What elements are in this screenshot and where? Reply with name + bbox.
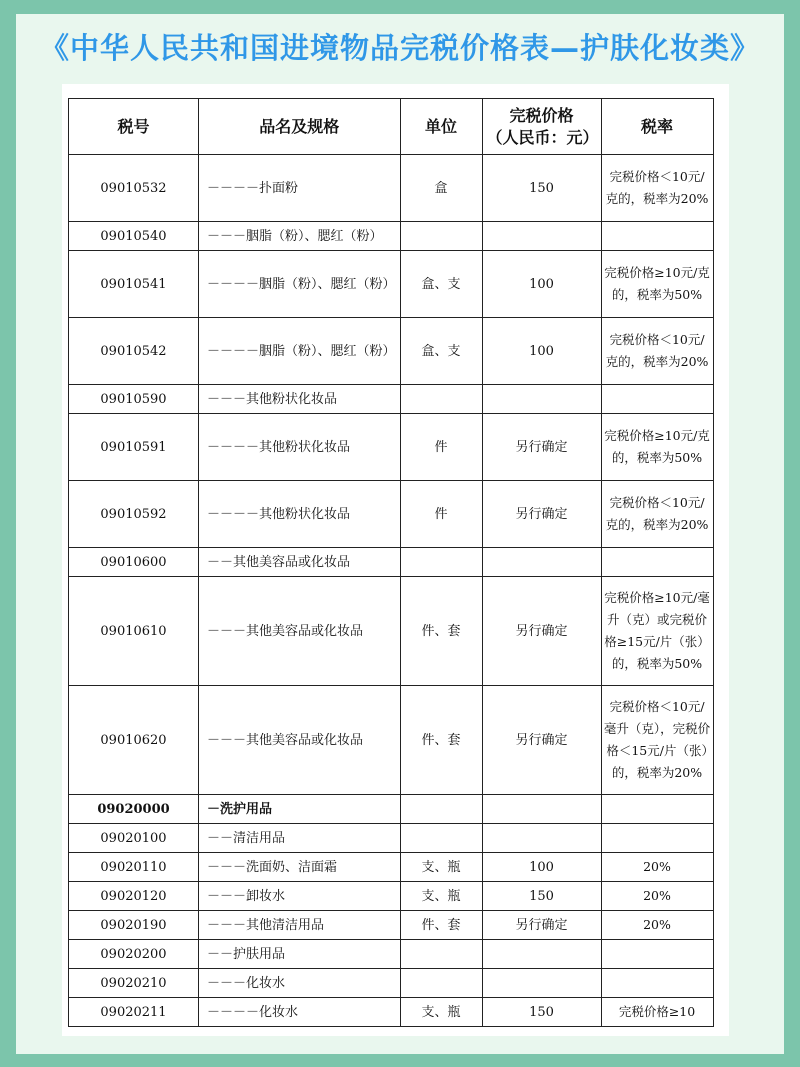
cell-name: －－－其他美容品或化妆品 xyxy=(199,577,401,686)
cell-unit xyxy=(400,824,482,853)
cell-price: 另行确定 xyxy=(482,481,601,548)
table-body xyxy=(69,155,714,1027)
cell-name: －－－－胭脂（粉）、腮红（粉） xyxy=(199,318,401,385)
cell-price xyxy=(482,222,601,251)
cell-rate: 20% xyxy=(601,882,713,911)
cell-code: 09010591 xyxy=(69,414,199,481)
cell-name: －－－－化妆水 xyxy=(199,998,401,1027)
cell-unit xyxy=(400,222,482,251)
cell-name: －－－－其他粉状化妆品 xyxy=(199,414,401,481)
table-row xyxy=(69,577,714,686)
cell-code: 09010620 xyxy=(69,686,199,795)
cell-name: －－－－扑面粉 xyxy=(199,155,401,222)
cell-price: 另行确定 xyxy=(482,414,601,481)
cell-rate: 完税价格＜10元/克的，税率为20% xyxy=(601,155,713,222)
cell-code: 09010541 xyxy=(69,251,199,318)
cell-code: 09010540 xyxy=(69,222,199,251)
table-row xyxy=(69,882,714,911)
header-unit: 单位 xyxy=(400,99,482,155)
table-row xyxy=(69,414,714,481)
cell-price: 另行确定 xyxy=(482,911,601,940)
cell-price: 150 xyxy=(482,882,601,911)
cell-name: －洗护用品 xyxy=(199,795,401,824)
cell-code: 09020211 xyxy=(69,998,199,1027)
cell-name: －－－其他粉状化妆品 xyxy=(199,385,401,414)
cell-rate: 完税价格≥10元/毫升（克）或完税价格≥15元/片（张）的，税率为50% xyxy=(601,577,713,686)
header-code: 税号 xyxy=(69,99,199,155)
table-row xyxy=(69,548,714,577)
cell-code: 09010592 xyxy=(69,481,199,548)
cell-price: 100 xyxy=(482,318,601,385)
cell-rate xyxy=(601,969,713,998)
table-row xyxy=(69,155,714,222)
cell-name: －－－化妆水 xyxy=(199,969,401,998)
cell-name: －－－胭脂（粉）、腮红（粉） xyxy=(199,222,401,251)
cell-rate: 完税价格≥10元/克的，税率为50% xyxy=(601,414,713,481)
cell-rate xyxy=(601,795,713,824)
cell-code: 09010542 xyxy=(69,318,199,385)
cell-name: －－－－其他粉状化妆品 xyxy=(199,481,401,548)
page-title: 《中华人民共和国进境物品完税价格表—护肤化妆类》 xyxy=(39,31,760,65)
cell-price xyxy=(482,548,601,577)
cell-price xyxy=(482,824,601,853)
cell-name: －－－其他美容品或化妆品 xyxy=(199,686,401,795)
cell-name: －－－卸妆水 xyxy=(199,882,401,911)
cell-rate xyxy=(601,385,713,414)
cell-code: 09020190 xyxy=(69,911,199,940)
header-price: 完税价格 （人民币：元） xyxy=(482,99,601,155)
table-row xyxy=(69,251,714,318)
cell-code: 09020000 xyxy=(69,795,199,824)
cell-unit xyxy=(400,940,482,969)
table-header-row xyxy=(69,99,714,155)
cell-rate: 完税价格＜10元/克的，税率为20% xyxy=(601,318,713,385)
cell-code: 09020200 xyxy=(69,940,199,969)
table-row xyxy=(69,318,714,385)
table-row xyxy=(69,222,714,251)
tax-price-table xyxy=(68,98,714,1027)
cell-name: －－其他美容品或化妆品 xyxy=(199,548,401,577)
cell-code: 09010600 xyxy=(69,548,199,577)
cell-price: 另行确定 xyxy=(482,686,601,795)
cell-unit: 件、套 xyxy=(400,686,482,795)
cell-unit: 件 xyxy=(400,414,482,481)
cell-rate: 20% xyxy=(601,911,713,940)
cell-rate: 完税价格≥10元/克的，税率为50% xyxy=(601,251,713,318)
cell-price: 100 xyxy=(482,853,601,882)
cell-code: 09020110 xyxy=(69,853,199,882)
cell-unit xyxy=(400,969,482,998)
cell-unit: 件、套 xyxy=(400,577,482,686)
cell-rate xyxy=(601,940,713,969)
cell-name: －－护肤用品 xyxy=(199,940,401,969)
cell-rate: 完税价格≥10 xyxy=(601,998,713,1027)
table-row xyxy=(69,795,714,824)
cell-price: 另行确定 xyxy=(482,577,601,686)
cell-unit: 盒、支 xyxy=(400,251,482,318)
cell-code: 09010590 xyxy=(69,385,199,414)
cell-unit: 支、瓶 xyxy=(400,998,482,1027)
cell-unit: 件、套 xyxy=(400,911,482,940)
document-sheet xyxy=(62,84,729,1036)
table-row xyxy=(69,969,714,998)
table-row xyxy=(69,940,714,969)
cell-price xyxy=(482,385,601,414)
cell-unit xyxy=(400,385,482,414)
cell-rate: 完税价格＜10元/毫升（克），完税价格＜15元/片（张）的，税率为20% xyxy=(601,686,713,795)
cell-rate: 完税价格＜10元/克的，税率为20% xyxy=(601,481,713,548)
cell-name: －－清洁用品 xyxy=(199,824,401,853)
table-row xyxy=(69,853,714,882)
cell-unit xyxy=(400,795,482,824)
cell-code: 09010532 xyxy=(69,155,199,222)
cell-name: －－－－胭脂（粉）、腮红（粉） xyxy=(199,251,401,318)
cell-unit: 支、瓶 xyxy=(400,853,482,882)
header-name: 品名及规格 xyxy=(199,99,401,155)
cell-unit: 盒、支 xyxy=(400,318,482,385)
cell-price: 150 xyxy=(482,155,601,222)
table-row xyxy=(69,686,714,795)
header-rate: 税率 xyxy=(601,99,713,155)
cell-name: －－－洗面奶、洁面霜 xyxy=(199,853,401,882)
table-row xyxy=(69,481,714,548)
cell-price xyxy=(482,940,601,969)
cell-code: 09010610 xyxy=(69,577,199,686)
table-row xyxy=(69,824,714,853)
table-row xyxy=(69,998,714,1027)
cell-rate xyxy=(601,548,713,577)
cell-rate xyxy=(601,222,713,251)
cell-unit xyxy=(400,548,482,577)
cell-price xyxy=(482,795,601,824)
cell-price: 100 xyxy=(482,251,601,318)
cell-price: 150 xyxy=(482,998,601,1027)
cell-rate: 20% xyxy=(601,853,713,882)
cell-rate xyxy=(601,824,713,853)
cell-unit: 盒 xyxy=(400,155,482,222)
cell-name: －－－其他清洁用品 xyxy=(199,911,401,940)
cell-code: 09020100 xyxy=(69,824,199,853)
cell-price xyxy=(482,969,601,998)
table-row xyxy=(69,911,714,940)
cell-code: 09020120 xyxy=(69,882,199,911)
table-row xyxy=(69,385,714,414)
cell-unit: 件 xyxy=(400,481,482,548)
cell-unit: 支、瓶 xyxy=(400,882,482,911)
cell-code: 09020210 xyxy=(69,969,199,998)
